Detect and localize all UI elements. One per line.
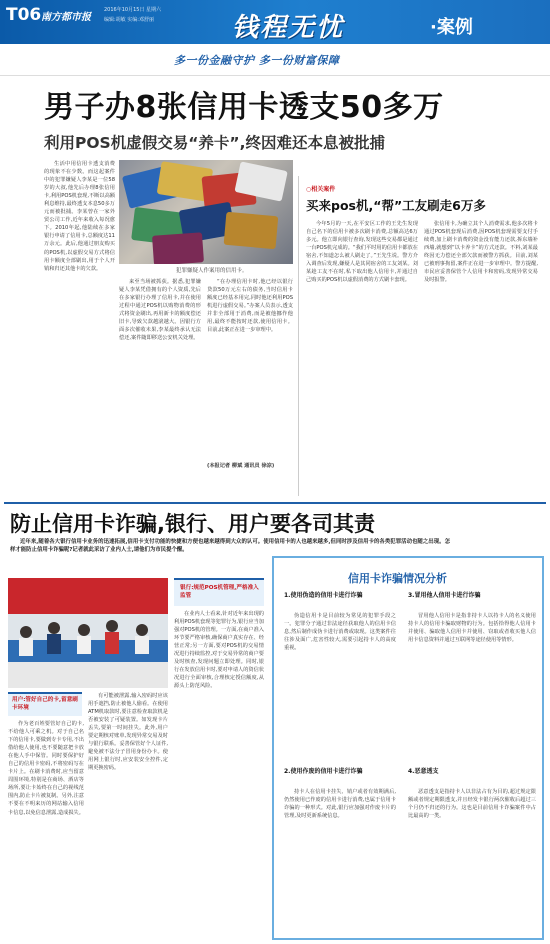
article-photo bbox=[119, 160, 293, 264]
fraud-1-text bbox=[284, 612, 396, 762]
editors: 编辑:胡敏 实编:邓舒丽 bbox=[104, 17, 154, 23]
section2-photo bbox=[8, 578, 168, 688]
fraud-3-text bbox=[408, 612, 536, 762]
section-name: ·案例 bbox=[430, 17, 473, 38]
fraud-1-body: 伪造信用卡是目前较为常见的犯罪手段之一。犯罪分子通过非法途径获取他人的信用卡信息,然后制作成伪卡进行消费或取现。这类案件往往涉及面广,危害性较大,需要引起持卡人的高度重视。 bbox=[284, 613, 396, 652]
article-col-3 bbox=[119, 278, 201, 496]
issue-date: 2016年10月15日 星期六 bbox=[104, 7, 162, 13]
subheadline: 利用POS机虚假交易“养卡”,终因难还本息被批捕 bbox=[44, 134, 385, 152]
slogan: 多一份金融守护 多一份财富保障 bbox=[174, 54, 340, 67]
banner-title: 钱程无忧 bbox=[232, 13, 345, 43]
mid-text bbox=[88, 692, 168, 938]
mid-text-body: 有可能被泄露,输入密码时应该用手遮挡,防止被他人偷看。在使用ATM机取款时,要注意检查取款机是否被安装了可疑装置。如发现卡片丢失,要第一时间挂失。此外,用户要定期核对账单,发现异常交易及时与银行联系。妥善保管好个人证件,避免被不法分子冒用身份办卡。使用网上银行时,应安装安全控件,定期更换密码。 bbox=[88, 693, 168, 772]
related-headline: 买来pos机,“帮”工友刷走6万多 bbox=[306, 198, 486, 213]
related-col-2 bbox=[424, 220, 538, 490]
user-text-body: 作为老百姓要管好自己的卡,不给他人可乘之机。对于自己名下的信用卡,要做到专卡专用,不出借给他人使用,也不要随意把卡放在他人手中保管。同时要保护好自己的信用卡密码,不将密码写在卡片上。在刷卡消费时,应当留意周围环境,特别是在商场、酒店等场所,要让卡始终在自己的视线范围内,防止卡片被复制。另外,注意不要在不明来历的网站输入信用卡信息,以免信息泄露,造成损失。 bbox=[8, 721, 84, 816]
related-col-1 bbox=[306, 220, 418, 464]
event-photo-image bbox=[8, 578, 168, 688]
page-number: T06 bbox=[6, 5, 42, 25]
article-text: “在办理信用卡时,他已经以银行贷款50万元左右的债务,当时信用卡额度已经基本用完,同时他还利用POS机进行虚假交易。”办案人员表示,透支并非全部用于消费,而是被他挪作他用,最终不能按时还款,使用信用卡。目前,此案正在进一步审理中。 bbox=[207, 279, 293, 334]
fraud-3-title: 3.冒用他人信用卡进行诈骗 bbox=[408, 592, 481, 599]
section2-lede: 近年来,随着各大银行信用卡业务的迅速拓展,信用卡支付功能的快捷和方便也越来越得到大众的认可。使用信用卡的人也越来越多,但同时涉及信用卡的各类犯罪活动也随之出现。怎样才能防止信用卡诈骗呢?记者就此采访了业内人士,请他们为市民提个醒。 bbox=[10, 539, 450, 554]
fraud-4-title: 4.恶意透支 bbox=[408, 768, 439, 775]
bank-text-body: 在业内人士看来,针对近年来出现的利用POS机套现等犯罪行为,银行应当加强对POS机的管理。一方面,在商户准入环节要严格审核,确保商户真实存在、经营正常;另一方面,要对POS机的交易情况进行持续监控,对于交易异常的商户要及时核查,发现问题立即处理。同时,银行在发放信用卡时,要对申请人的资信状况进行全面审核,合理核定授信额度,从源头上防范风险。 bbox=[174, 611, 264, 690]
article-col-4 bbox=[207, 278, 293, 458]
fraud-4-body: 恶意透支是指持卡人以非法占有为目的,超过规定限额或者规定期限透支,并且经发卡银行两次催收后超过三个月仍不归还的行为。这也是目前信用卡诈骗案件中占比最高的一类。 bbox=[408, 789, 536, 820]
article-author: (本报记者 柳斌 通讯员 徐凉) bbox=[207, 463, 275, 469]
fraud-analysis-title: 信用卡诈骗情况分析 bbox=[348, 572, 447, 585]
fraud-2-text bbox=[284, 788, 396, 934]
related-text: 今年5月的一天,在平安区工作的王先生发现自己名下的信用卡被多次刷卡消费,总额高达6万多元。他立即向银行查询,发现这些交易都是通过一台POS机完成的。“我们平时用的信用卡都放在宿舍,不知道怎么被人刷走了。”王先生说。警方介入调查后发现,嫌疑人是其同宿舍的工友刘某。刘某趁工友不在时,私下取出他人信用卡,并通过自己购买的POS机以虚假消费的方式刷卡套现。 bbox=[306, 221, 418, 284]
fraud-3-body: 冒用他人信用卡是指非持卡人以持卡人的名义使用持卡人的信用卡骗取财物的行为。包括拾得他人信用卡并使用、骗取他人信用卡并使用、窃取或者收买他人信用卡信息资料并通过互联网等途径使用等情形。 bbox=[408, 613, 536, 644]
fraud-2-body: 持卡人在信用卡挂失、销户或者有效期满后,仍然使用已作废的信用卡进行消费,也属于信用卡诈骗的一种形式。对此,银行应加强对作废卡片的管理,及时更新系统信息。 bbox=[284, 789, 396, 820]
related-tag: ○相关案件 bbox=[306, 186, 336, 193]
article-text: 生活中用信用卡透支消费的现象不在少数。而这起案件中的犯罪嫌疑人李某是一位58岁的大叔,他先后办理8张信用卡,利用POS机套现,不断以高额利息维持,最终透支本息50多万元而被批捕。李某曾在一家外贸公司工作,近年来收入每况愈下。2010年起,他陆续在多家银行申请了信用卡,总额度达11万余元。此后,他通过朋友购买的POS机,以虚假交易方式将信用卡额度全部刷出,用于个人开销和归还其他卡的欠款。 bbox=[44, 161, 115, 272]
section2-headline: 防止信用卡诈骗,银行、用户要各司其责 bbox=[10, 512, 375, 536]
fraud-1-title: 1.使用伪造的信用卡进行诈骗 bbox=[284, 592, 363, 599]
slogan-bar bbox=[0, 44, 550, 76]
headline: 男子办8张信用卡透支50多万 bbox=[44, 90, 444, 125]
bank-tip-title: 银行:规范POS机管理,严格准入监管 bbox=[180, 585, 259, 599]
related-text: 张信用卡,为确立其个人消费需求,他多次将卡通过POS机套现后消费,因POS机套现需要支付手续费,加上刷卡消费的资金没有能力还款,拆东墙补西墙,就想到“以卡养卡”的方式还款。不料,刘某最终因无力偿还全部欠款而被警方抓获。目前,刘某已被刑事拘留,案件正在进一步审理中。警方提醒,市民应妥善保管个人信用卡和密码,发现异常交易及时报警。 bbox=[424, 221, 538, 284]
user-text bbox=[8, 720, 84, 938]
user-tip-title: 用户:管好自己的卡,留意刷卡环境 bbox=[12, 697, 78, 711]
paper-name: 南方都市报 bbox=[41, 12, 91, 23]
photo-caption: 犯罪嫌疑人作案用的信用卡。 bbox=[176, 268, 248, 274]
page-header bbox=[0, 0, 550, 44]
fraud-4-text bbox=[408, 788, 536, 934]
credit-cards-image bbox=[119, 160, 293, 264]
fraud-2-title: 2.使用作废的信用卡进行诈骗 bbox=[284, 768, 363, 775]
bank-text bbox=[174, 610, 264, 938]
article-col-1 bbox=[44, 160, 115, 496]
section-divider bbox=[4, 502, 546, 504]
article-text: 来至当场被抓获。据悉,犯罪嫌疑人李某凭借拥有的个人资质,先后在多家银行办理了信用卡,并在使用过程中通过POS机以购物消费的形式将资金刷出,再用新卡的额度偿还旧卡,导致欠款越滚越大。因银行方面多次催收未果,李某最终承认无法偿还,案件随即移送公安机关处理。 bbox=[119, 279, 201, 342]
